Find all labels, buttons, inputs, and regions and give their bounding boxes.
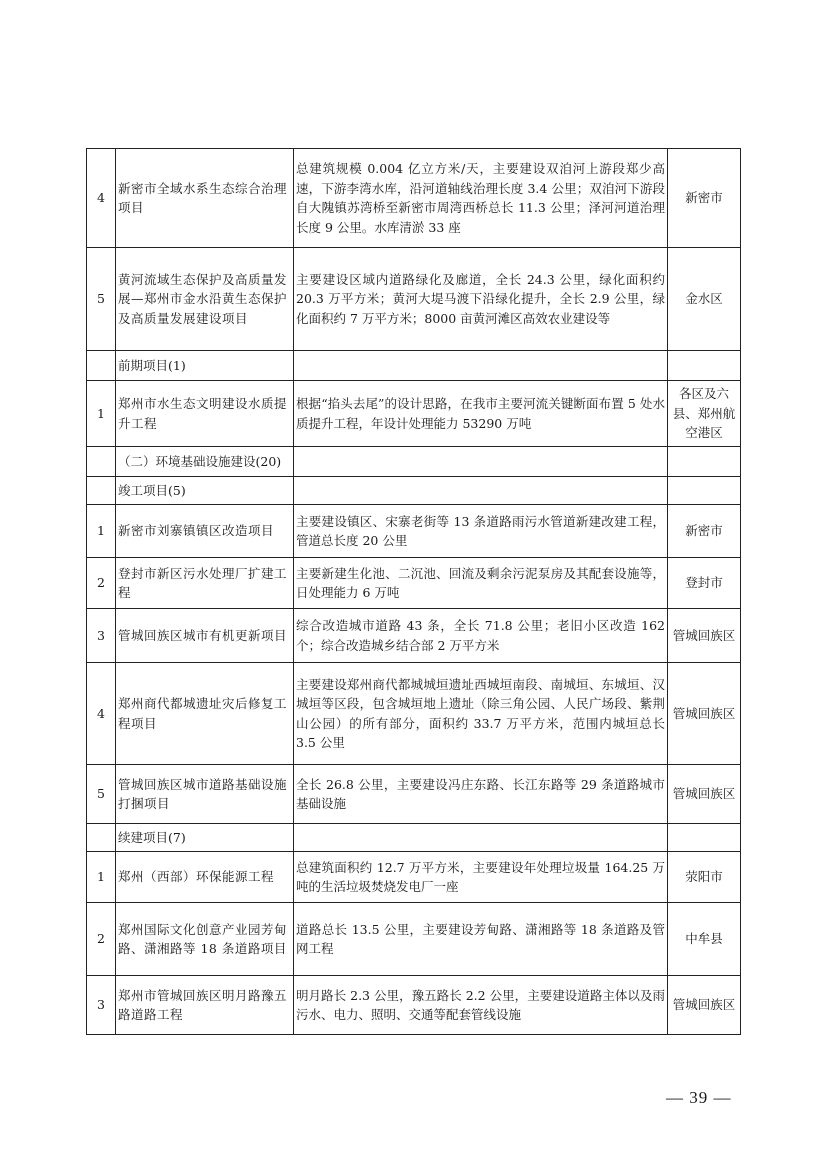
project-location: 新密市	[668, 505, 741, 558]
project-name: 郑州（西部）环保能源工程	[116, 852, 294, 903]
project-table	[86, 148, 741, 1035]
table-row	[87, 149, 741, 248]
table-row	[87, 765, 741, 824]
section-row	[87, 447, 741, 477]
section-row	[87, 351, 741, 381]
table-row	[87, 381, 741, 447]
row-number: 4	[87, 663, 116, 765]
project-content: 主要建设区域内道路绿化及廊道，全长 24.3 公里，绿化面积约 20.3 万平方米；黄河大堤马渡下沿绿化提升，全长 2.9 公里，绿化面积约 7 万平方米；8000 亩黄河滩区高效农业建设等	[294, 248, 668, 351]
project-name: 管城回族区城市有机更新项目	[116, 609, 294, 663]
project-name: 郑州市水生态文明建设水质提升工程	[116, 381, 294, 447]
project-content: 明月路长 2.3 公里，豫五路长 2.2 公里，主要建设道路主体以及雨污水、电力、照明、交通等配套管线设施	[294, 976, 668, 1035]
section-title: 续建项目(7)	[116, 824, 294, 852]
table-row	[87, 609, 741, 663]
project-name: 郑州商代都城遗址灾后修复工程项目	[116, 663, 294, 765]
row-number: 4	[87, 149, 116, 248]
project-content: 主要新建生化池、二沉池、回流及剩余污泥泵房及其配套设施等，日处理能力 6 万吨	[294, 558, 668, 609]
table-row	[87, 976, 741, 1035]
row-number: 5	[87, 248, 116, 351]
project-content: 主要建设郑州商代都城城垣遗址西城垣南段、南城垣、东城垣、汉城垣等区段，包含城垣地上遗址（除三角公园、人民广场段、紫荆山公园）的所有部分，面积约 33.7 万平方米，范围内城垣总长 3.5 公里	[294, 663, 668, 765]
section-title: 前期项目(1)	[116, 351, 294, 381]
page-number: — 39 —	[666, 1088, 732, 1107]
project-name: 新密市刘寨镇镇区改造项目	[116, 505, 294, 558]
row-number: 2	[87, 558, 116, 609]
project-location: 新密市	[668, 149, 741, 248]
project-location: 荥阳市	[668, 852, 741, 903]
section-row	[87, 477, 741, 505]
project-content: 根据“掐头去尾”的设计思路，在我市主要河流关键断面布置 5 处水质提升工程，年设计处理能力 53290 万吨	[294, 381, 668, 447]
project-content: 总建筑面积约 12.7 万平方米，主要建设年处理垃圾量 164.25 万吨的生活垃圾焚烧发电厂一座	[294, 852, 668, 903]
row-number: 3	[87, 609, 116, 663]
project-name: 登封市新区污水处理厂扩建工程	[116, 558, 294, 609]
row-number: 5	[87, 765, 116, 824]
project-name: 管城回族区城市道路基础设施打捆项目	[116, 765, 294, 824]
project-content: 全长 26.8 公里，主要建设冯庄东路、长江东路等 29 条道路城市基础设施	[294, 765, 668, 824]
project-content: 主要建设镇区、宋寨老街等 13 条道路雨污水管道新建改建工程，管道总长度 20 公里	[294, 505, 668, 558]
project-content: 综合改造城市道路 43 条，全长 71.8 公里；老旧小区改造 162 个；综合改造城乡结合部 2 万平方米	[294, 609, 668, 663]
row-number: 1	[87, 852, 116, 903]
section-row	[87, 824, 741, 852]
project-location: 管城回族区	[668, 765, 741, 824]
table-row	[87, 558, 741, 609]
table-row	[87, 505, 741, 558]
row-number: 1	[87, 505, 116, 558]
section-title: 竣工项目(5)	[116, 477, 294, 505]
table-row	[87, 248, 741, 351]
row-number: 1	[87, 381, 116, 447]
section-title: （二）环境基础设施建设(20)	[116, 447, 294, 477]
project-location: 管城回族区	[668, 976, 741, 1035]
project-name: 黄河流域生态保护及高质量发展—郑州市金水沿黄生态保护及高质量发展建设项目	[116, 248, 294, 351]
table-row	[87, 903, 741, 976]
table-row	[87, 852, 741, 903]
project-location: 中牟县	[668, 903, 741, 976]
row-number: 3	[87, 976, 116, 1035]
project-name: 郑州国际文化创意产业园芳甸路、潇湘路等 18 条道路项目	[116, 903, 294, 976]
project-content: 道路总长 13.5 公里，主要建设芳甸路、潇湘路等 18 条道路及管网工程	[294, 903, 668, 976]
table-row	[87, 663, 741, 765]
project-name: 新密市全域水系生态综合治理项目	[116, 149, 294, 248]
project-location: 管城回族区	[668, 663, 741, 765]
project-location: 管城回族区	[668, 609, 741, 663]
row-number: 2	[87, 903, 116, 976]
project-location: 登封市	[668, 558, 741, 609]
project-location: 各区及六县、郑州航空港区	[668, 381, 741, 447]
project-content: 总建筑规模 0.004 亿立方米/天，主要建设双洎河上游段郑少高速，下游李湾水库，沿河道轴线治理长度 3.4 公里；双洎河下游段自大隗镇苏湾桥至新密市周湾西桥总长 11.3 公里；泽河河道治理长度 9 公里。水库清淤 33 座	[294, 149, 668, 248]
project-name: 郑州市管城回族区明月路豫五路道路工程	[116, 976, 294, 1035]
project-location: 金水区	[668, 248, 741, 351]
